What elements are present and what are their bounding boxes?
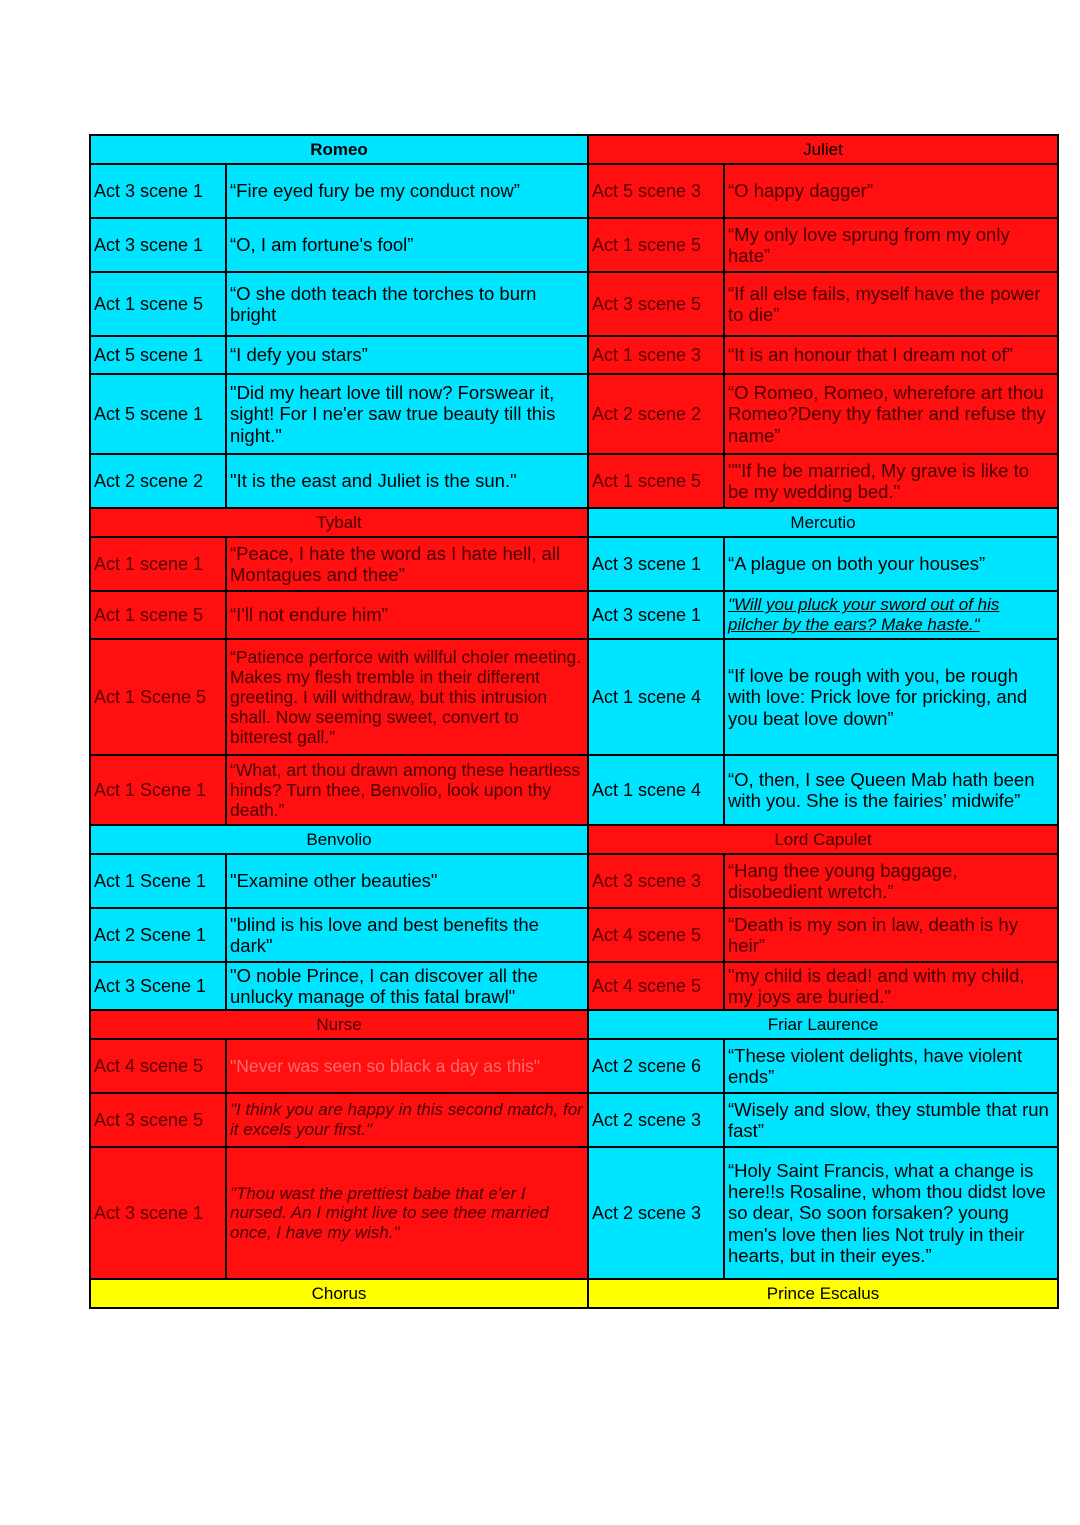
quotes-table (89, 134, 1059, 1309)
section-header-row (90, 135, 1058, 164)
romeo-act-cell: Act 2 scene 2 (90, 454, 226, 508)
mercutio-act-cell: Act 1 scene 4 (588, 639, 724, 755)
friar-quote-cell: “Holy Saint Francis, what a change is here!!s Rosaline, whom thou didst love so dear, So soon forsaken? young men's love then lies Not truly in their hearts, but in their eyes.” (724, 1147, 1058, 1279)
table-row (90, 272, 1058, 336)
juliet-quote-cell: “O Romeo, Romeo, wherefore art thou Romeo?Deny thy father and refuse thy name” (724, 374, 1058, 454)
friar-act-cell: Act 2 scene 3 (588, 1147, 724, 1279)
table-row (90, 164, 1058, 218)
tybalt-act-cell: Act 1 Scene 1 (90, 755, 226, 825)
mercutio-quote-cell: “A plague on both your houses” (724, 537, 1058, 591)
romeo-quote-cell: “O, I am fortune's fool” (226, 218, 588, 272)
tybalt-quote-cell: “Peace, I hate the word as I hate hell, all Montagues and thee” (226, 537, 588, 591)
tybalt-quote-cell: “What, art thou drawn among these heartless hinds? Turn thee, Benvolio, look upon thy death.” (226, 755, 588, 825)
romeo-act-cell: Act 5 scene 1 (90, 336, 226, 374)
prince-escalus-header: Prince Escalus (588, 1279, 1058, 1308)
table-row (90, 908, 1058, 962)
juliet-act-cell: Act 1 scene 5 (588, 218, 724, 272)
benvolio-act-cell: Act 3 Scene 1 (90, 962, 226, 1010)
capulet-act-cell: Act 4 scene 5 (588, 908, 724, 962)
juliet-quote-cell: ""If he be married, My grave is like to be my wedding bed." (724, 454, 1058, 508)
table-row (90, 962, 1058, 1010)
table-row (90, 374, 1058, 454)
juliet-act-cell: Act 3 scene 5 (588, 272, 724, 336)
capulet-quote-cell: “Hang thee young baggage, disobedient wretch.” (724, 854, 1058, 908)
table-row (90, 1147, 1058, 1279)
chorus-header: Chorus (90, 1279, 588, 1308)
mercutio-act-cell: Act 3 scene 1 (588, 537, 724, 591)
juliet-quote-cell: “O happy dagger” (724, 164, 1058, 218)
nurse-act-cell: Act 4 scene 5 (90, 1039, 226, 1093)
character-quotes-sheet (89, 134, 1057, 1309)
juliet-quote-cell: “If all else fails, myself have the power to die” (724, 272, 1058, 336)
juliet-quote-cell: “My only love sprung from my only hate” (724, 218, 1058, 272)
romeo-quote-cell: “O she doth teach the torches to burn bright (226, 272, 588, 336)
benvolio-quote-cell: "O noble Prince, I can discover all the unlucky manage of this fatal brawl" (226, 962, 588, 1010)
capulet-act-cell: Act 4 scene 5 (588, 962, 724, 1010)
mercutio-quote-cell: "Will you pluck your sword out of his pilcher by the ears? Make haste." (724, 591, 1058, 639)
nurse-header: Nurse (90, 1010, 588, 1039)
romeo-quote-cell: "Did my heart love till now? Forswear it, sight! For I ne'er saw true beauty till this night." (226, 374, 588, 454)
capulet-quote-cell: "my child is dead! and with my child, my joys are buried." (724, 962, 1058, 1010)
benvolio-quote-cell: "blind is his love and best benefits the dark" (226, 908, 588, 962)
friar-act-cell: Act 2 scene 3 (588, 1093, 724, 1147)
juliet-act-cell: Act 2 scene 2 (588, 374, 724, 454)
tybalt-act-cell: Act 1 scene 5 (90, 591, 226, 639)
tybalt-act-cell: Act 1 scene 1 (90, 537, 226, 591)
friar-quote-cell: “Wisely and slow, they stumble that run fast” (724, 1093, 1058, 1147)
mercutio-header: Mercutio (588, 508, 1058, 537)
mercutio-act-cell: Act 1 scene 4 (588, 755, 724, 825)
section-header-row (90, 1010, 1058, 1039)
table-row (90, 854, 1058, 908)
romeo-quote-cell: “I defy you stars” (226, 336, 588, 374)
benvolio-act-cell: Act 1 Scene 1 (90, 854, 226, 908)
table-row (90, 1093, 1058, 1147)
table-row (90, 1039, 1058, 1093)
tybalt-act-cell: Act 1 Scene 5 (90, 639, 226, 755)
capulet-act-cell: Act 3 scene 3 (588, 854, 724, 908)
mercutio-act-cell: Act 3 scene 1 (588, 591, 724, 639)
nurse-quote-cell: "I think you are happy in this second match, for it excels your first." (226, 1093, 588, 1147)
table-row (90, 537, 1058, 591)
juliet-act-cell: Act 5 scene 3 (588, 164, 724, 218)
table-row (90, 591, 1058, 639)
table-row (90, 639, 1058, 755)
friar-act-cell: Act 2 scene 6 (588, 1039, 724, 1093)
nurse-quote-cell: "Never was seen so black a day as this" (226, 1039, 588, 1093)
benvolio-act-cell: Act 2 Scene 1 (90, 908, 226, 962)
tybalt-quote-cell: “I'll not endure him” (226, 591, 588, 639)
juliet-header: Juliet (588, 135, 1058, 164)
mercutio-quote-cell: “If love be rough with you, be rough with love: Prick love for pricking, and you beat love down” (724, 639, 1058, 755)
romeo-quote-cell: "It is the east and Juliet is the sun." (226, 454, 588, 508)
section-header-row (90, 825, 1058, 854)
romeo-header: Romeo (90, 135, 588, 164)
juliet-quote-cell: “It is an honour that I dream not of” (724, 336, 1058, 374)
nurse-act-cell: Act 3 scene 5 (90, 1093, 226, 1147)
table-row (90, 454, 1058, 508)
romeo-act-cell: Act 1 scene 5 (90, 272, 226, 336)
friar-laurence-header: Friar Laurence (588, 1010, 1058, 1039)
romeo-act-cell: Act 3 scene 1 (90, 218, 226, 272)
table-row (90, 218, 1058, 272)
table-row (90, 336, 1058, 374)
nurse-quote-cell: "Thou wast the prettiest babe that e'er I nursed. An I might live to see thee married once, I have my wish." (226, 1147, 588, 1279)
nurse-act-cell: Act 3 scene 1 (90, 1147, 226, 1279)
mercutio-quote-cell: “O, then, I see Queen Mab hath been with you. She is the fairies’ midwife” (724, 755, 1058, 825)
romeo-quote-cell: “Fire eyed fury be my conduct now” (226, 164, 588, 218)
romeo-act-cell: Act 5 scene 1 (90, 374, 226, 454)
lord-capulet-header: Lord Capulet (588, 825, 1058, 854)
benvolio-header: Benvolio (90, 825, 588, 854)
tybalt-quote-cell: “Patience perforce with willful choler meeting. Makes my flesh tremble in their different greeting. I will withdraw, but this intrusion shall. Now seeming sweet, convert to bitterest gall.” (226, 639, 588, 755)
tybalt-header: Tybalt (90, 508, 588, 537)
footer-row (90, 1279, 1058, 1308)
benvolio-quote-cell: "Examine other beauties" (226, 854, 588, 908)
juliet-act-cell: Act 1 scene 5 (588, 454, 724, 508)
section-header-row (90, 508, 1058, 537)
juliet-act-cell: Act 1 scene 3 (588, 336, 724, 374)
romeo-act-cell: Act 3 scene 1 (90, 164, 226, 218)
table-row (90, 755, 1058, 825)
capulet-quote-cell: “Death is my son in law, death is hy heir” (724, 908, 1058, 962)
friar-quote-cell: “These violent delights, have violent ends” (724, 1039, 1058, 1093)
